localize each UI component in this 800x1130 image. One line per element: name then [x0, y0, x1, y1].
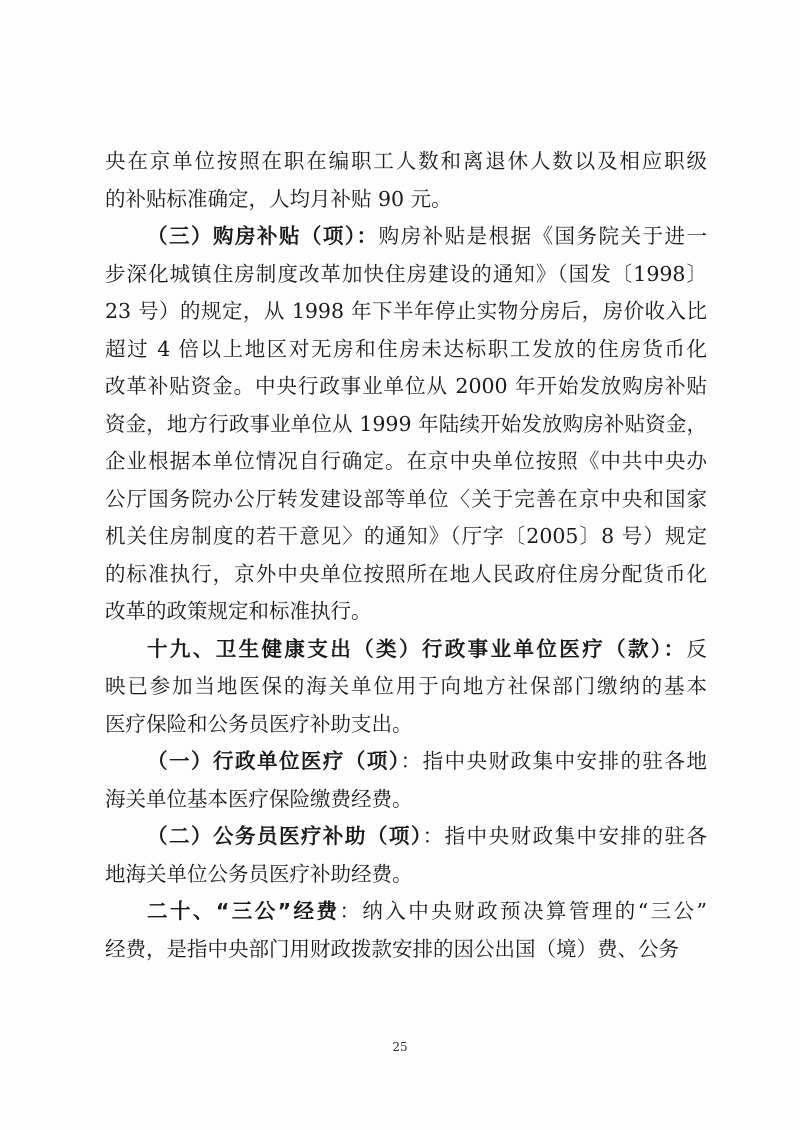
body-text	[105, 143, 707, 968]
text-run: 央在京单位按照在职在编职工人数和离退休人数以及相应职级	[105, 149, 707, 173]
text-line	[105, 518, 707, 556]
text-run: 公厅国务院办公厅转发建设部等单位〈关于完善在京中央和国家	[105, 486, 707, 511]
text-run: ：指中央财政集中安排的驻各地	[400, 749, 708, 773]
text-run: 医疗保险和公务员医疗补助支出。	[105, 711, 413, 736]
text-run: 超过 4 倍以上地区对无房和住房未达标职工发放的住房货币化	[105, 336, 707, 361]
text-line	[105, 893, 707, 931]
paragraph	[105, 143, 707, 218]
text-line	[105, 293, 707, 331]
text-run: 企业根据本单位情况自行确定。在京中央单位按照《中共中央办	[105, 449, 707, 473]
text-line	[105, 181, 707, 219]
text-line	[105, 781, 707, 819]
text-run: 改革的政策规定和标准执行。	[105, 599, 372, 623]
text-line	[105, 143, 707, 181]
text-line	[105, 856, 707, 894]
text-line	[105, 218, 707, 256]
text-run: 海关单位基本医疗保险缴费经费。	[105, 786, 413, 811]
page-number: 25	[392, 1040, 408, 1054]
heading-run: （二）公务员医疗补助（项）	[147, 824, 423, 848]
paragraph	[105, 743, 707, 818]
paragraph	[105, 631, 707, 744]
text-line	[105, 443, 707, 481]
text-line	[105, 331, 707, 369]
text-run: 资金，地方行政事业单位从 1999 年陆续开始发放购房补贴资金，	[105, 411, 707, 436]
text-line	[105, 743, 707, 781]
text-run: 经费，是指中央部门用财政拨款安排的因公出国（境）费、公务	[105, 936, 679, 961]
text-run: 映已参加当地医保的海关单位用于向地方社保部门缴纳的基本	[105, 674, 707, 698]
text-run: 机关住房制度的若干意见〉的通知》（厅字〔2005〕8 号）规定	[105, 524, 707, 548]
text-run: 的标准执行，京外中央单位按照所在地人民政府住房分配货币化	[105, 561, 707, 586]
text-run: 改革补贴资金。中央行政事业单位从 2000 年开始发放购房补贴	[105, 374, 707, 398]
text-line	[105, 706, 707, 744]
heading-run: 二十、“三公”经费	[147, 899, 340, 923]
heading-run: （一）行政单位医疗（项）	[147, 749, 401, 773]
heading-run: 十九、卫生健康支出（类）行政事业单位医疗（款）：	[147, 636, 687, 661]
text-line	[105, 631, 707, 669]
text-run: 的补贴标准确定，人均月补贴 90 元。	[105, 186, 452, 211]
text-line	[105, 406, 707, 444]
text-line	[105, 556, 707, 594]
text-line	[105, 256, 707, 294]
text-line	[105, 593, 707, 631]
paragraph	[105, 218, 707, 631]
text-run: ：指中央财政集中安排的驻各	[422, 824, 708, 848]
paragraph	[105, 818, 707, 893]
text-run: 23 号）的规定，从 1998 年下半年停止实物分房后，房价收入比	[105, 299, 707, 323]
heading-run: （三）购房补贴（项）：	[147, 224, 379, 248]
text-run: ：纳入中央财政预决算管理的“三公”	[339, 899, 707, 923]
paragraph	[105, 893, 707, 968]
text-run: 步深化城镇住房制度改革加快住房建设的通知》（国发〔1998〕	[105, 261, 707, 286]
text-run: 地海关单位公务员医疗补助经费。	[105, 861, 413, 886]
text-line	[105, 931, 707, 969]
text-run: 反	[686, 636, 707, 661]
text-line	[105, 818, 707, 856]
text-line	[105, 368, 707, 406]
text-line	[105, 668, 707, 706]
text-run: 购房补贴是根据《国务院关于进一	[378, 224, 707, 248]
text-line	[105, 481, 707, 519]
